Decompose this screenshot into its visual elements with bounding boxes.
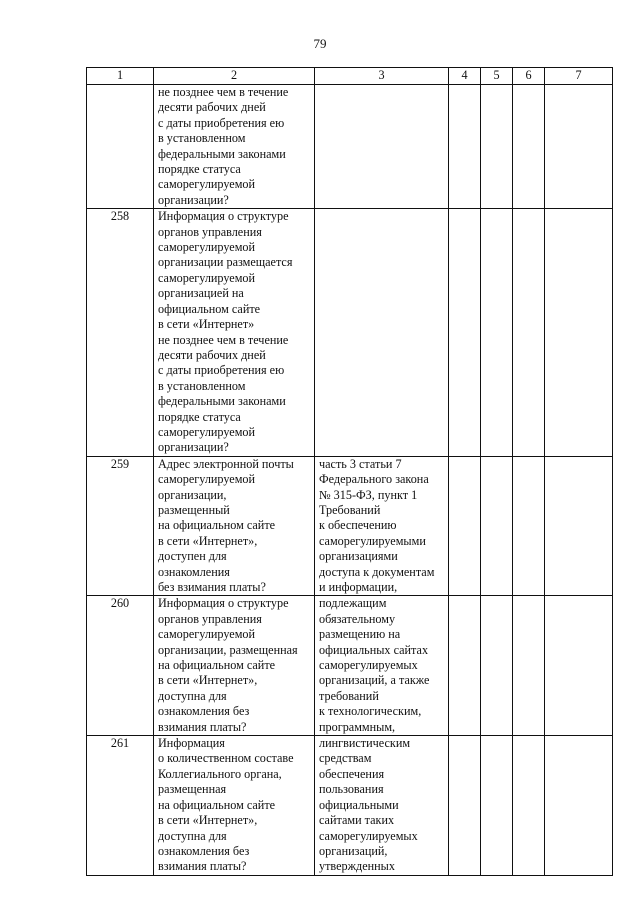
empty-cell <box>545 596 613 736</box>
column-header-3: 3 <box>315 68 449 85</box>
empty-cell <box>449 736 481 876</box>
reference-cell: лингвистическим средствам обеспечения пользования официальными сайтами таких саморегулируемых организаций, утвержденных <box>315 736 449 876</box>
row-number-cell: 258 <box>87 209 154 457</box>
empty-cell <box>481 85 513 209</box>
empty-cell <box>481 456 513 596</box>
empty-cell <box>513 456 545 596</box>
table-row <box>87 85 613 209</box>
row-number-cell: 260 <box>87 596 154 736</box>
requirements-table <box>86 67 613 876</box>
empty-cell <box>449 456 481 596</box>
column-header-2: 2 <box>154 68 315 85</box>
empty-cell <box>481 209 513 457</box>
reference-cell: часть 3 статьи 7 Федерального закона № 315-ФЗ, пункт 1 Требований к обеспечению саморегулируемыми организациями доступа к документам и информации, <box>315 456 449 596</box>
empty-cell <box>481 596 513 736</box>
empty-cell <box>449 85 481 209</box>
empty-cell <box>545 456 613 596</box>
empty-cell <box>449 209 481 457</box>
row-number-cell: 259 <box>87 456 154 596</box>
table-row <box>87 596 613 736</box>
empty-cell <box>545 85 613 209</box>
question-cell: Информация о структуре органов управления саморегулируемой организации размещается саморегулируемой организацией на официальном сайте в сети «Интернет» не позднее чем в течение десяти рабочих дней с даты приобретения ею в установленном федеральными законами порядке статуса саморегулируемой организации? <box>154 209 315 457</box>
row-number-cell <box>87 85 154 209</box>
table-row <box>87 456 613 596</box>
question-cell: Адрес электронной почты саморегулируемой организации, размещенный на официальном сайте в сети «Интернет», доступен для ознакомления без взимания платы? <box>154 456 315 596</box>
table-header-row <box>87 68 613 85</box>
empty-cell <box>545 209 613 457</box>
row-number-cell: 261 <box>87 736 154 876</box>
table-row <box>87 209 613 457</box>
column-header-7: 7 <box>545 68 613 85</box>
empty-cell <box>513 209 545 457</box>
empty-cell <box>449 596 481 736</box>
column-header-5: 5 <box>481 68 513 85</box>
question-cell: Информация о количественном составе Коллегиального органа, размещенная на официальном сайте в сети «Интернет», доступна для ознакомления без взимания платы? <box>154 736 315 876</box>
empty-cell <box>513 736 545 876</box>
question-cell: Информация о структуре органов управления саморегулируемой организации, размещенная на официальном сайте в сети «Интернет», доступна для ознакомления без взимания платы? <box>154 596 315 736</box>
empty-cell <box>545 736 613 876</box>
column-header-6: 6 <box>513 68 545 85</box>
reference-cell: подлежащим обязательному размещению на официальных сайтах саморегулируемых организаций, а также требований к технологическим, программным, <box>315 596 449 736</box>
column-header-4: 4 <box>449 68 481 85</box>
reference-cell <box>315 209 449 457</box>
column-header-1: 1 <box>87 68 154 85</box>
question-cell: не позднее чем в течение десяти рабочих дней с даты приобретения ею в установленном федеральными законами порядке статуса саморегулируемой организации? <box>154 85 315 209</box>
page-number: 79 <box>313 36 327 51</box>
empty-cell <box>513 596 545 736</box>
reference-cell <box>315 85 449 209</box>
empty-cell <box>481 736 513 876</box>
empty-cell <box>513 85 545 209</box>
table-row <box>87 736 613 876</box>
